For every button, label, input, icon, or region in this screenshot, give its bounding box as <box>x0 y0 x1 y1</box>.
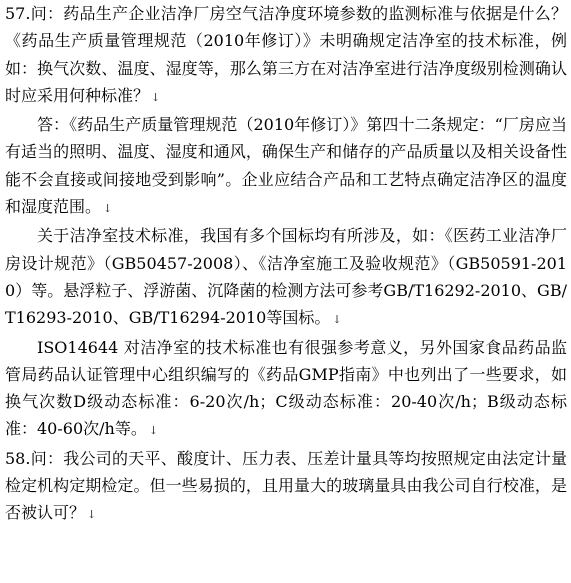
iso-paragraph <box>5 334 567 445</box>
return-mark: ↓ <box>151 90 161 104</box>
question-57 <box>5 0 567 111</box>
answer-57 <box>5 111 567 222</box>
return-mark: ↓ <box>332 313 342 327</box>
document-body <box>5 0 567 529</box>
return-mark: ↓ <box>87 508 97 522</box>
answer-57-text: 答：《药品生产质量管理规范（2010年修订）》第四十二条规定：“厂房应当有适当的照明、温度、湿度和通风，确保生产和储存的产品质量以及相关设备性能不会直接或间接地受到影响”。企业应结合产品和工艺特点确定洁净区的温度和湿度范围。 <box>5 115 567 217</box>
cleanroom-standards-paragraph <box>5 222 567 333</box>
return-mark: ↓ <box>148 424 159 438</box>
iso-text: ISO14644 对洁净室的技术标准也有很强参考意义，另外国家食品药品监管局药品认证管理中心组织编写的《药品GMP指南》中也列出了一些要求，如换气次数D级动态标准：6-20次/h；C级动态标准：20-40次/h；B级动态标准：40-60次/h等。 <box>5 337 567 439</box>
question-58 <box>5 445 567 529</box>
cleanroom-standards-text: 关于洁净室技术标准，我国有多个国标均有所涉及，如：《医药工业洁净厂房设计规范》（GB50457-2008）、《洁净室施工及验收规范》（GB50591-2010）等。悬浮粒子、浮游菌、沉降菌的检测方法可参考GB/T16292-2010、GB/T16293-2010、GB/T16294-2010等国标。 <box>5 226 567 328</box>
question-58-text: 58.问：我公司的天平、酸度计、压力表、压差计量具等均按照规定由法定计量检定机构定期检定。但一些易损的，且用量大的玻璃量具由我公司自行校准，是否被认可？ <box>5 448 567 523</box>
return-mark: ↓ <box>103 202 113 216</box>
question-57-text: 57.问：药品生产企业洁净厂房空气洁净度环境参数的监测标准与依据是什么？《药品生产质量管理规范（2010年修订）》未明确规定洁净室的技术标准，例如：换气次数、温度、湿度等，那么第三方在对洁净室进行洁净度级别检测确认时应采用何种标准？ <box>5 4 567 105</box>
